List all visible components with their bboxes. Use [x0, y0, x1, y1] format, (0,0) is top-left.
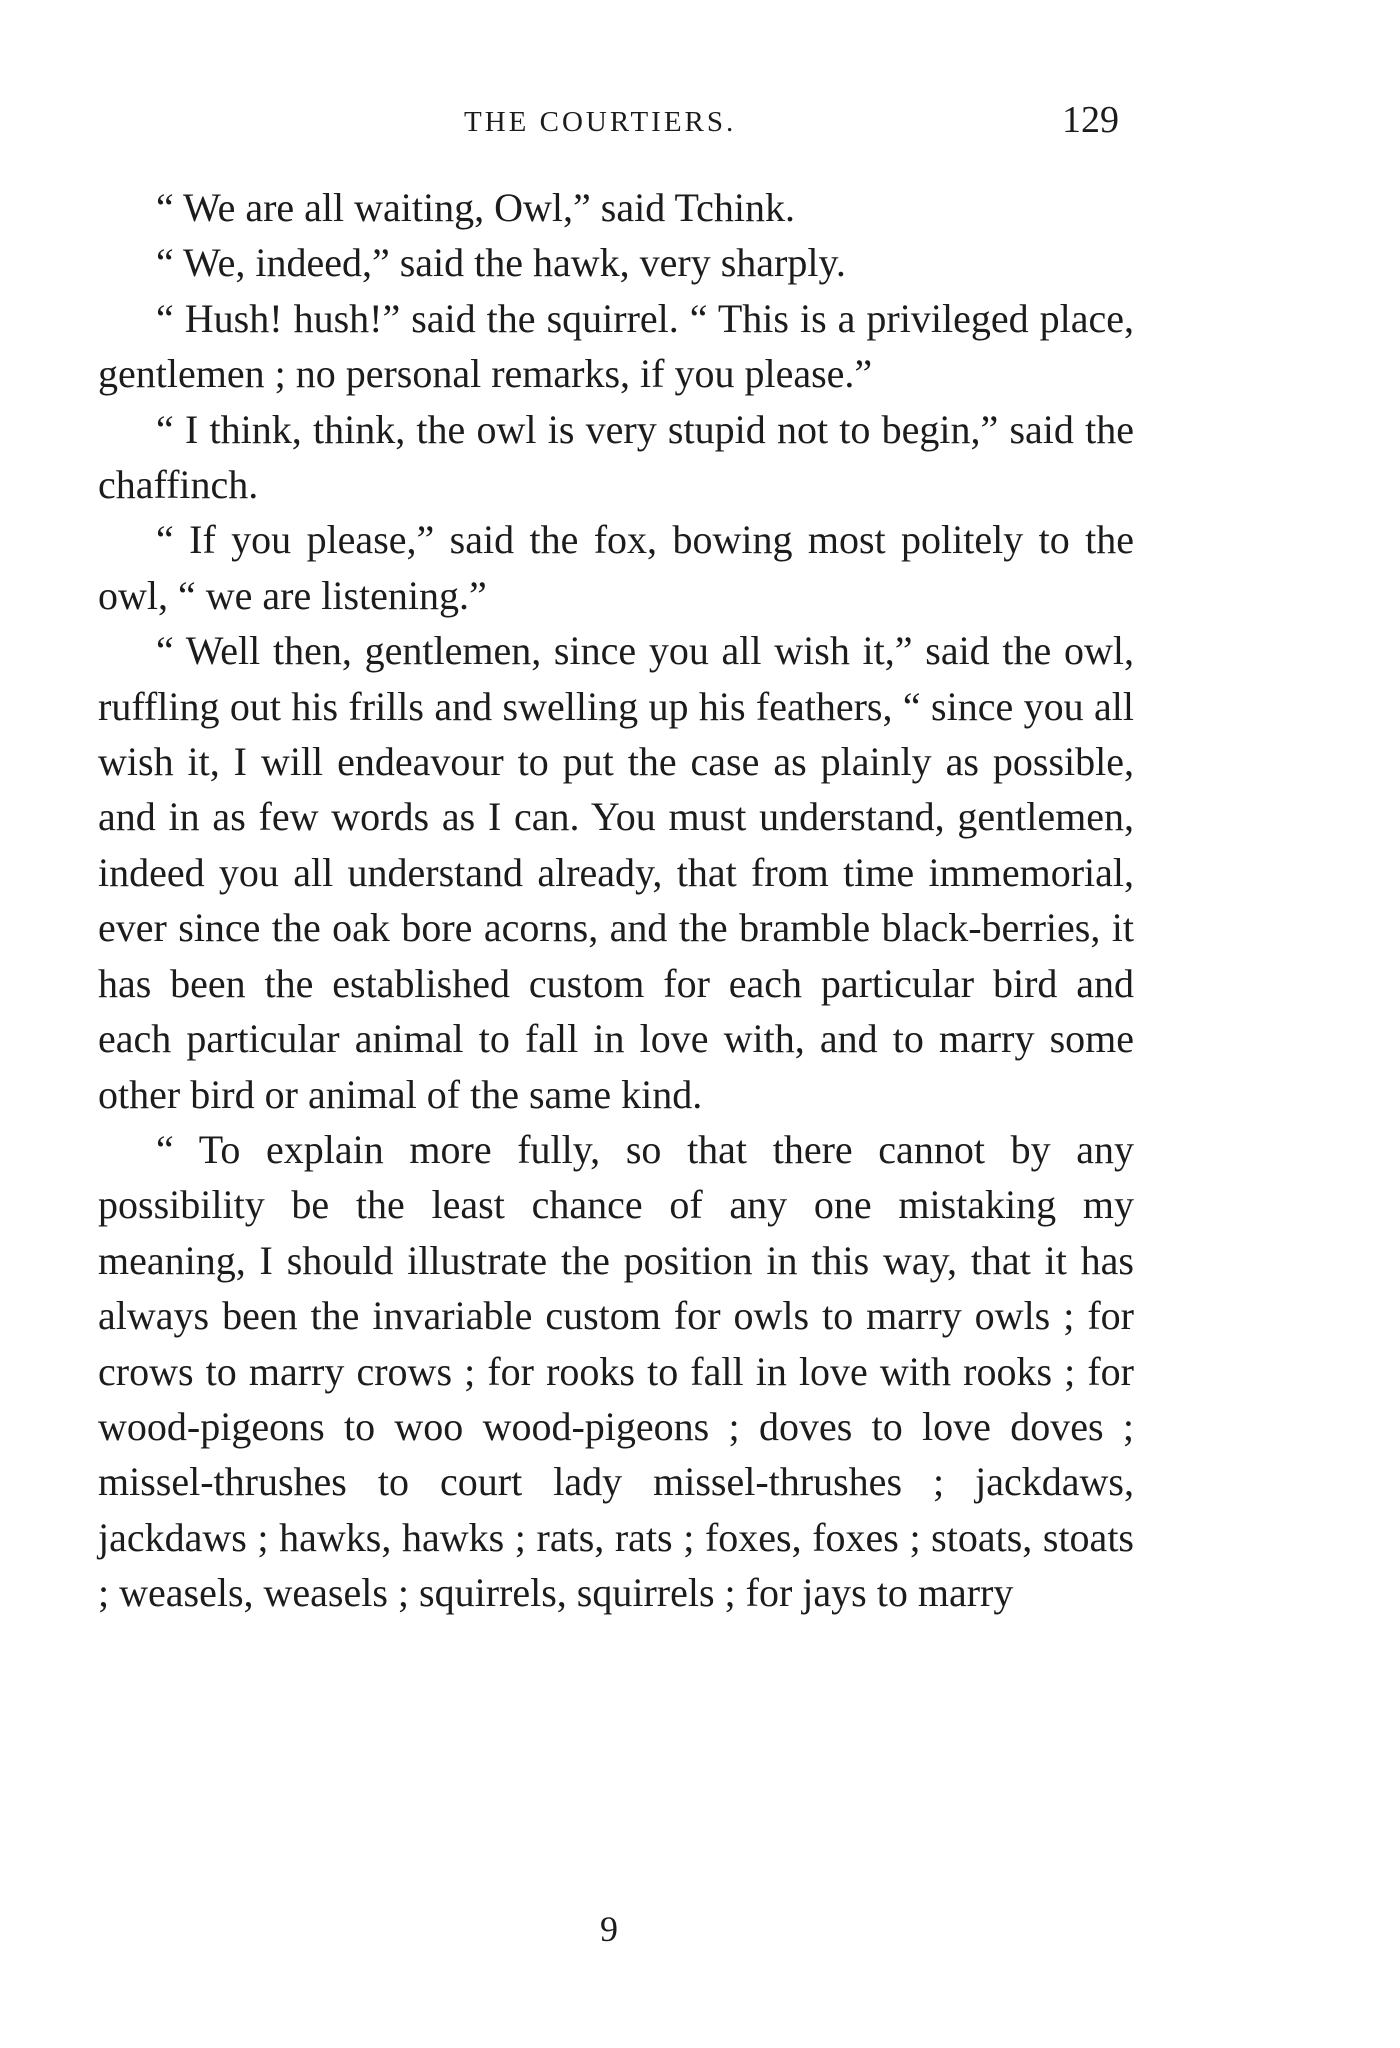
- paragraph: “ To explain more fully, so that there cannot by any possibility be the least chance of any one mistaking my meaning, I should illustrate the position in this way, that it has always been the invariable custom for owls to marry owls ; for crows to marry crows ; for rooks to fall in love with rooks ; for wood-pigeons to woo wood-pigeons ; doves to love doves ; missel-thrushes to court lady missel-thrushes ; jackdaws, jackdaws ; hawks, hawks ; rats, rats ; foxes, foxes ; stoats, stoats ; weasels, weasels ; squirrels, squirrels ; for jays to marry: [98, 1126, 1134, 1616]
- paragraph: “ I think, think, the owl is very stupid not to begin,” said the chaffinch.: [98, 406, 1134, 508]
- paragraph: “ We are all waiting, Owl,” said Tchink.: [156, 185, 795, 230]
- paragraph: “ Well then, gentlemen, since you all wish it,” said the owl, ruffling out his frills and swelling up his feathers, “ since you all wish it, I will endeavour to put the case as plainly as possible, and in as few words as I can. You must understand, gentlemen, indeed you all understand already, that from time immemorial, ever since the oak bore acorns, and the bramble black-berries, it has been the established custom for each particular bird and each particular animal to fall in love with, and to marry some other bird or animal of the same kind.: [98, 628, 1134, 1117]
- page-number: 129: [1062, 99, 1119, 141]
- body-text: [98, 180, 1134, 1621]
- paragraph: “ We, indeed,” said the hawk, very sharply.: [156, 240, 846, 286]
- signature-mark: 9: [600, 1909, 618, 1949]
- running-head: [0, 98, 1400, 148]
- paragraph: “ If you please,” said the fox, bowing most politely to the owl, “ we are listening.”: [98, 517, 1134, 618]
- running-title: THE COURTIERS.: [464, 106, 737, 138]
- paragraph: “ Hush! hush!” said the squirrel. “ This is a privileged place, gentlemen ; no personal remarks, if you please.”: [98, 295, 1134, 397]
